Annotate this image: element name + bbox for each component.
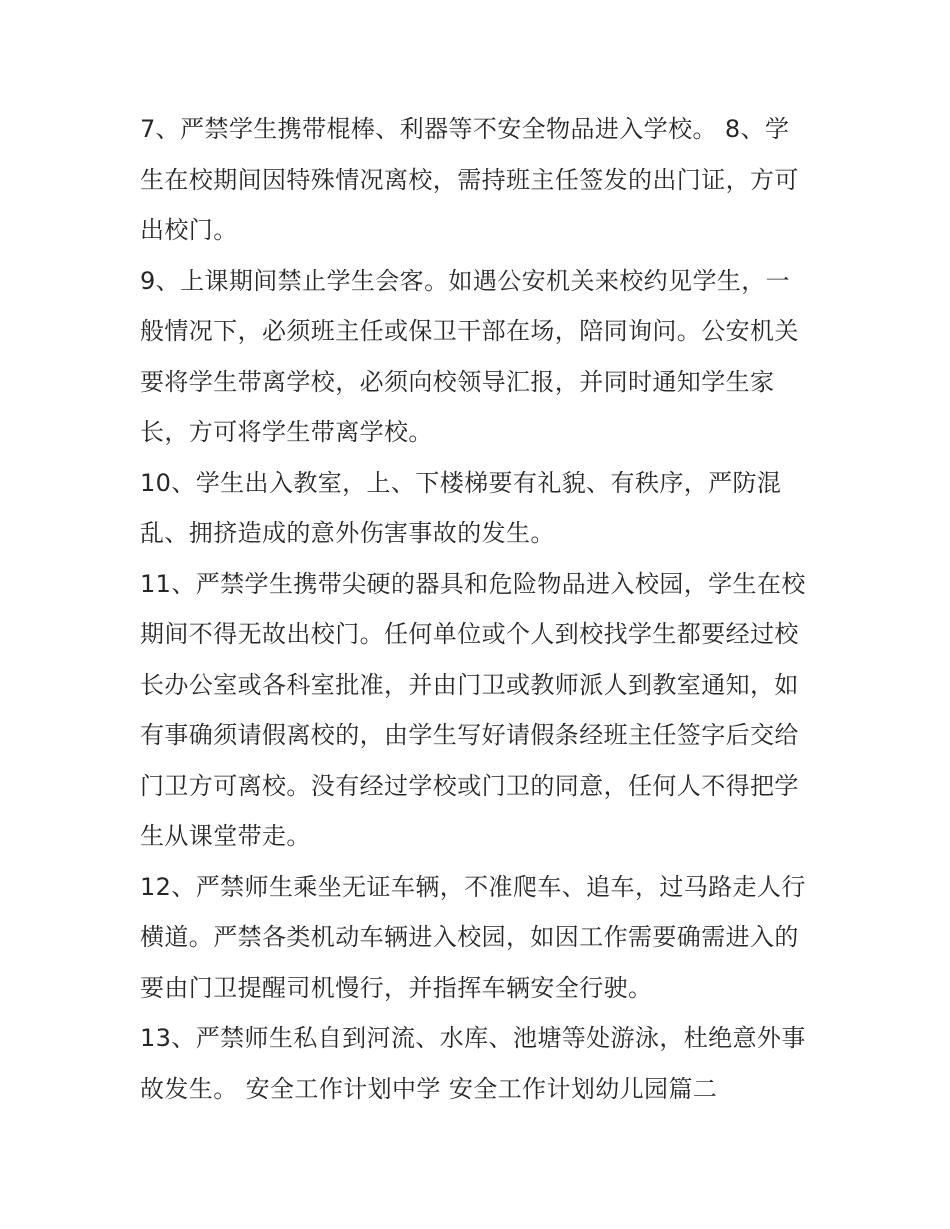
paragraph-item-9 — [140, 256, 816, 458]
paragraph-item-10 — [140, 458, 816, 559]
text-line: 生从课堂带走。 — [140, 822, 311, 850]
text-line: 乱、拥挤造成的意外伤害事故的发生。 — [140, 519, 555, 547]
paragraph-item-11 — [140, 559, 816, 862]
text-line: 生在校期间因特殊情况离校，需持班主任签发的出门证，方可 — [140, 165, 799, 194]
document-body — [140, 104, 816, 1114]
text-line: 11、严禁学生携带尖硬的器具和危险物品进入校园，学生在校 — [140, 569, 806, 598]
text-line: 期间不得无故出校门。任何单位或个人到校找学生都要经过校 — [140, 620, 799, 648]
text-line: 12、严禁师生乘坐无证车辆，不准爬车、追车，过马路走人行 — [140, 872, 806, 901]
text-line: 长，方可将学生带离学校。 — [140, 418, 433, 446]
text-line: 门卫方可离校。没有经过学校或门卫的同意，任何人不得把学 — [140, 771, 799, 800]
paragraph-item-13 — [140, 1013, 816, 1114]
text-line: 般情况下，必须班主任或保卫干部在场，陪同询问。公安机关 — [140, 317, 799, 345]
text-line: 要将学生带离学校，必须向校领导汇报，并同时通知学生家 — [140, 367, 775, 396]
text-line: 7、严禁学生携带棍棒、利器等不安全物品进入学校。 8、学 — [140, 115, 790, 143]
paragraph-item-7-8 — [140, 104, 816, 256]
paragraph-item-12 — [140, 862, 816, 1014]
text-line: 要由门卫提醒司机慢行，并指挥车辆安全行驶。 — [140, 973, 653, 1002]
text-line: 长办公室或各科室批准，并由门卫或教师派人到教室通知，如 — [140, 670, 799, 699]
text-line: 故发生。 安全工作计划中学 安全工作计划幼儿园篇二 — [140, 1074, 718, 1103]
text-line: 13、严禁师生私自到河流、水库、池塘等处游泳，杜绝意外事 — [140, 1024, 806, 1052]
text-line: 9、上课期间禁止学生会客。如遇公安机关来校约见学生，一 — [140, 266, 791, 295]
text-line: 出校门。 — [140, 216, 238, 244]
text-line: 10、学生出入教室，上、下楼梯要有礼貌、有秩序，严防混 — [140, 468, 782, 497]
text-line: 横道。严禁各类机动车辆进入校园，如因工作需要确需进入的 — [140, 923, 799, 951]
text-line: 有事确须请假离校的，由学生写好请假条经班主任签字后交给 — [140, 721, 799, 749]
